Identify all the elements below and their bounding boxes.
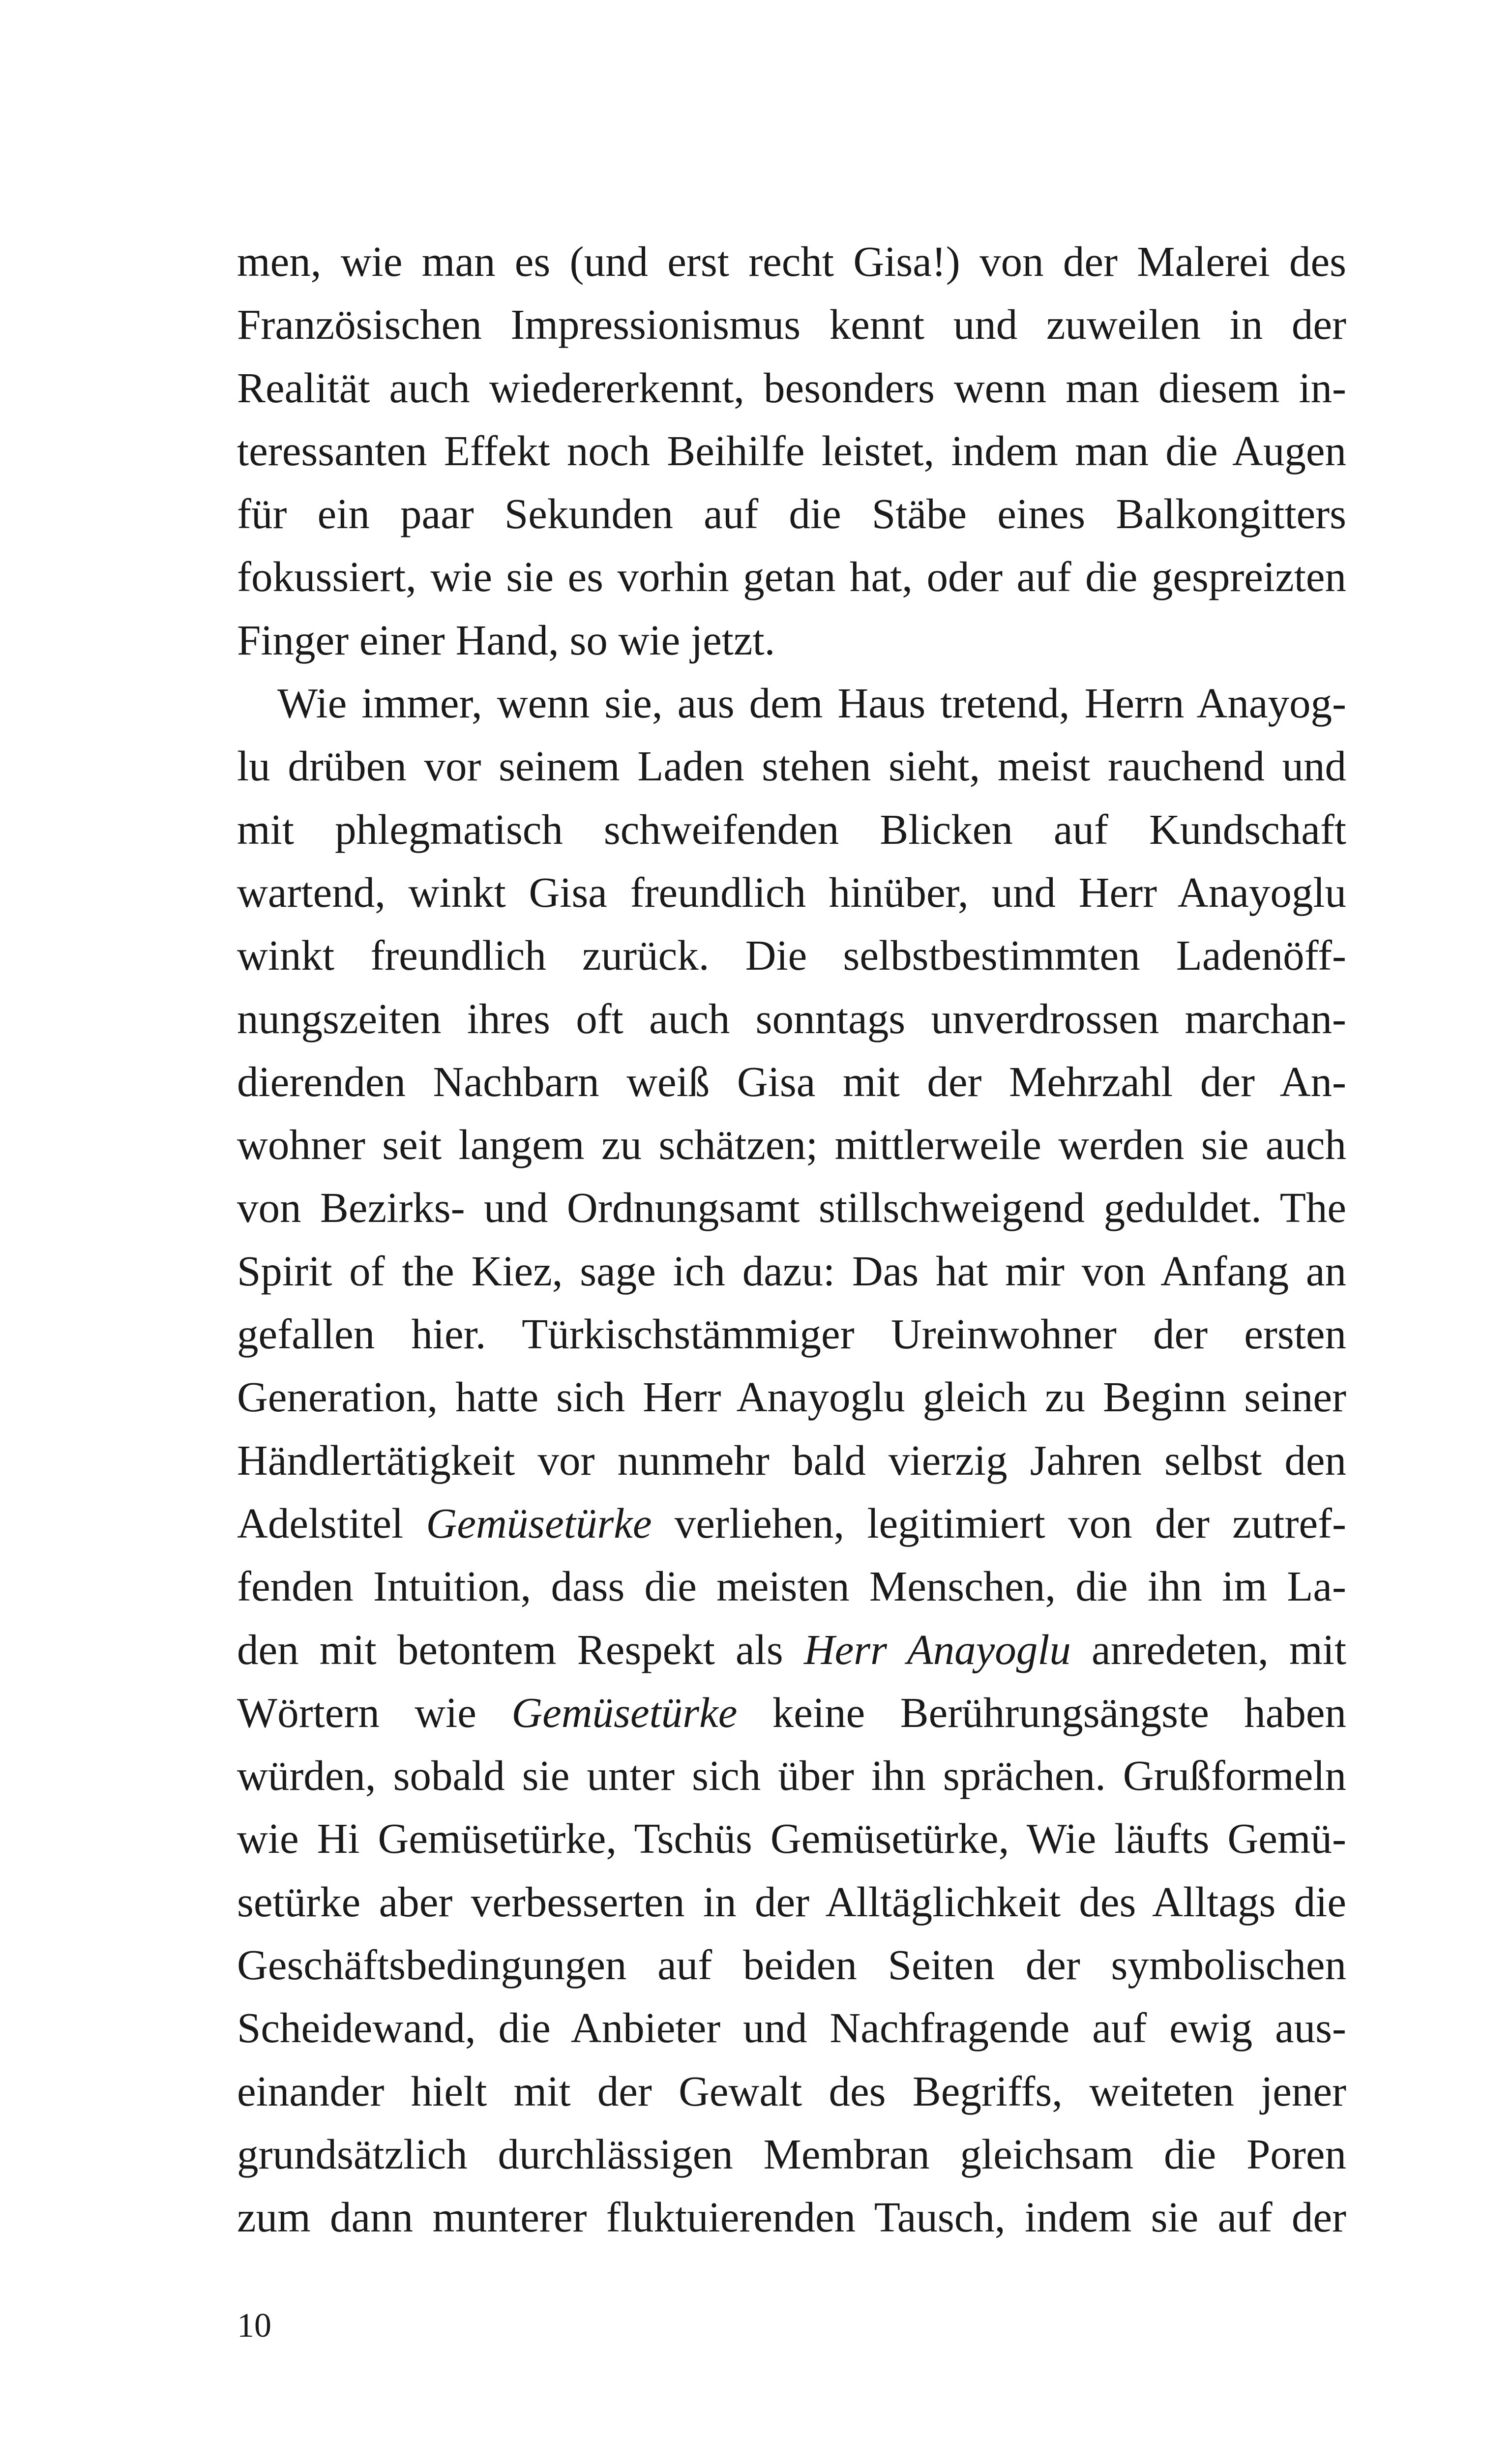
text-line: gefallen hier. Türkischstämmiger Ureinwohner der ersten [237, 1310, 1346, 1358]
text-line: Geschäftsbedingungen auf beiden Seiten der symbolischen [237, 1941, 1346, 1989]
body-text [237, 230, 1346, 2249]
text-line: Wie immer, wenn sie, aus dem Haus tretend, Herrn Anayog- [277, 679, 1346, 727]
text-line [237, 1618, 1346, 1681]
text-line: Finger einer Hand, so wie jetzt. [237, 616, 775, 664]
page-number: 10 [237, 2307, 271, 2345]
text-line: Realität auch wiedererkennt, besonders wenn man diesem in- [237, 363, 1346, 412]
text-line: Französischen Impressionismus kennt und zuweilen in der [237, 300, 1346, 349]
text-line: würden, sobald sie unter sich über ihn sprächen. Grußformeln [237, 1752, 1346, 1800]
text-line: grundsätzlich durchlässigen Membran gleichsam die Poren [237, 2130, 1346, 2178]
text-fragment: Wörtern wie [237, 1688, 512, 1736]
text-line: wie Hi Gemüsetürke, Tschüs Gemüsetürke, Wie läufts Gemü- [237, 1814, 1346, 1863]
italic-term: Gemüsetürke [426, 1499, 652, 1547]
text-line: Scheidewand, die Anbieter und Nachfragende auf ewig aus- [237, 2004, 1346, 2052]
text-line [237, 1492, 1346, 1555]
text-line: wohner seit langem zu schätzen; mittlerweile werden sie auch [237, 1121, 1346, 1169]
text-line: dierenden Nachbarn weiß Gisa mit der Mehrzahl der An- [237, 1057, 1346, 1105]
text-line: fokussiert, wie sie es vorhin getan hat, oder auf die gespreizten [237, 553, 1346, 601]
text-line: winkt freundlich zurück. Die selbstbestimmten Ladenöff- [237, 931, 1346, 980]
text-fragment: Adelstitel [237, 1499, 426, 1547]
text-line: teressanten Effekt noch Beihilfe leistet, indem man die Augen [237, 426, 1346, 475]
text-line: zum dann munterer fluktuierenden Tausch, indem sie auf der [237, 2193, 1346, 2241]
text-fragment: anredeten, mit [1070, 1625, 1347, 1673]
text-line: Händlertätigkeit vor nunmehr bald vierzig Jahren selbst den [237, 1436, 1346, 1484]
text-line [237, 1681, 1346, 1744]
text-fragment: verliehen, legitimiert von der zutref- [652, 1499, 1346, 1547]
text-line: für ein paar Sekunden auf die Stäbe eines Balkongitters [237, 490, 1346, 538]
text-line: einander hielt mit der Gewalt des Begriffs, weiteten jener [237, 2067, 1346, 2115]
text-line: Spirit of the Kiez, sage ich dazu: Das hat mir von Anfang an [237, 1247, 1346, 1295]
text-line: Generation, hatte sich Herr Anayoglu gleich zu Beginn seiner [237, 1373, 1346, 1421]
text-line: mit phlegmatisch schweifenden Blicken auf Kundschaft [237, 805, 1346, 853]
italic-term: Herr Anayoglu [803, 1625, 1071, 1673]
italic-term: Gemüsetürke [511, 1688, 738, 1736]
text-fragment: keine Berührungsängste haben [737, 1688, 1346, 1736]
text-line: nungszeiten ihres oft auch sonntags unverdrossen marchan- [237, 994, 1346, 1042]
text-line: wartend, winkt Gisa freundlich hinüber, und Herr Anayoglu [237, 868, 1346, 916]
text-fragment: den mit betontem Respekt als [237, 1625, 804, 1673]
text-line: von Bezirks- und Ordnungsamt stillschweigend geduldet. The [237, 1184, 1346, 1232]
text-line: setürke aber verbesserten in der Alltäglichkeit des Alltags die [237, 1877, 1346, 1926]
text-line: lu drüben vor seinem Laden stehen sieht, meist rauchend und [237, 742, 1346, 790]
text-line: fenden Intuition, dass die meisten Menschen, die ihn im La- [237, 1562, 1346, 1610]
text-line: men, wie man es (und erst recht Gisa!) von der Malerei des [237, 238, 1346, 285]
